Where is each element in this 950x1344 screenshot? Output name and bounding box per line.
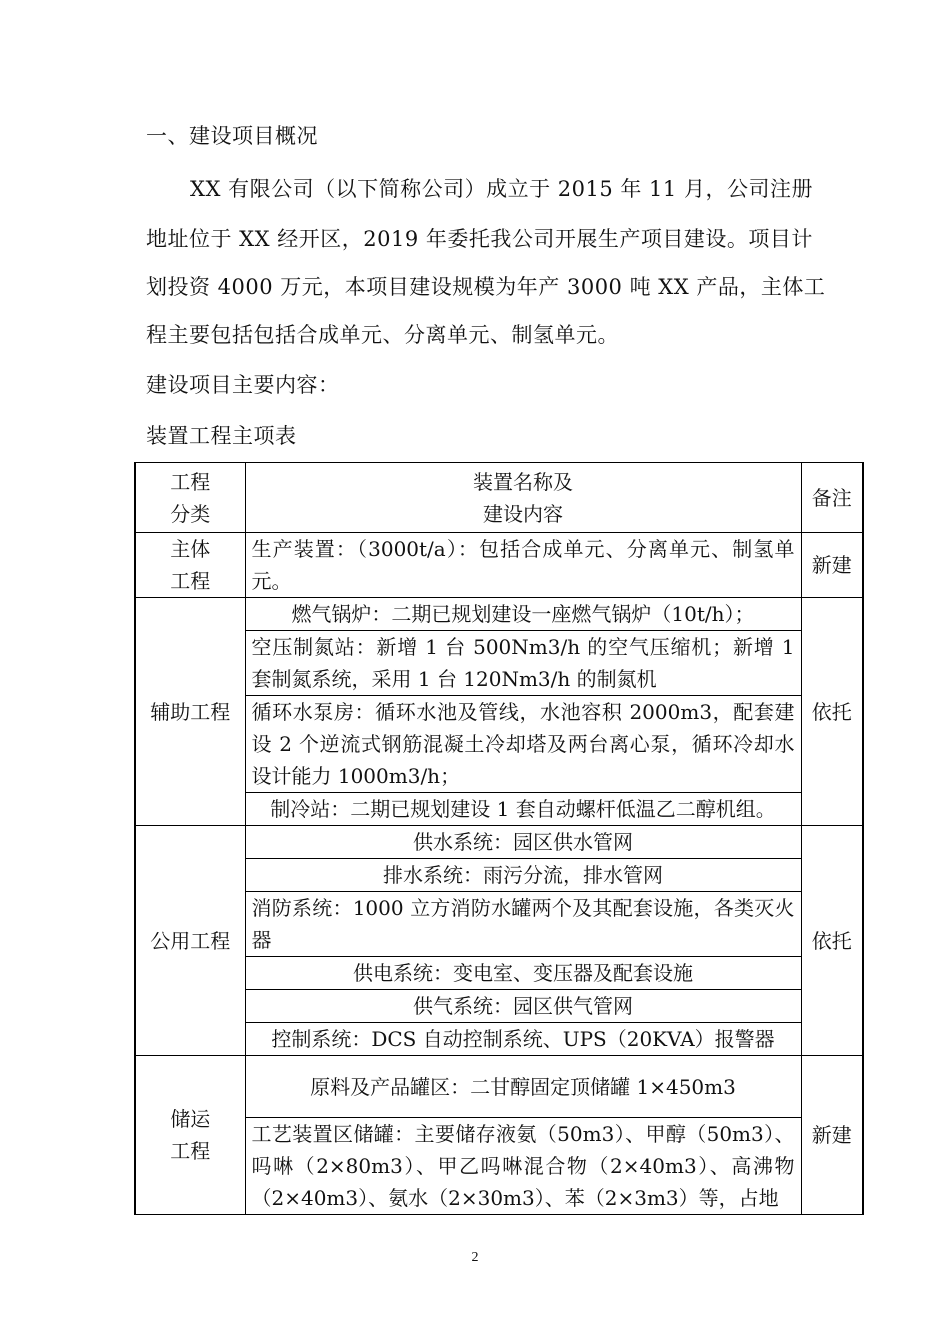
table-row xyxy=(135,990,863,1023)
table-row xyxy=(135,859,863,892)
storage-item: 原料及产品罐区：二甘醇固定顶储罐 1×450m3 xyxy=(245,1056,801,1118)
intro-line: 程主要包括包括合成单元、分离单元、制氢单元。 xyxy=(146,323,619,347)
auxiliary-item: 空压制氮站：新增 1 台 500Nm3/h 的空气压缩机；新增 1 套制氮系统，采用 1 台 120Nm3/h 的制氮机 xyxy=(245,631,801,696)
intro-line: 划投资 4000 万元，本项目建设规模为年产 3000 吨 XX 产品，主体工 xyxy=(146,275,826,299)
utility-item: 供气系统：园区供气管网 xyxy=(245,990,801,1023)
table-row xyxy=(135,892,863,957)
auxiliary-item: 燃气锅炉：二期已规划建设一座燃气锅炉（10t/h）； xyxy=(245,598,801,631)
intro-line: XX 有限公司（以下简称公司）成立于 2015 年 11 月，公司注册 xyxy=(190,177,813,201)
header-content: 装置名称及 建设内容 xyxy=(245,463,801,533)
section-heading: 一、建设项目概况 xyxy=(146,124,318,148)
table-row xyxy=(135,1023,863,1056)
table-caption: 装置工程主项表 xyxy=(146,424,297,448)
equipment-table xyxy=(134,462,864,1215)
table-row xyxy=(135,533,863,598)
main-note: 新建 xyxy=(801,533,863,598)
page-number: 2 xyxy=(471,1250,479,1265)
utility-item: 供电系统：变电室、变压器及配套设施 xyxy=(245,957,801,990)
header-note: 备注 xyxy=(801,463,863,533)
utility-item: 排水系统：雨污分流，排水管网 xyxy=(245,859,801,892)
main-content: 生产装置：（3000t/a）：包括合成单元、分离单元、制氢单元。 xyxy=(245,533,801,598)
utility-item: 消防系统：1000 立方消防水罐两个及其配套设施，各类灭火器 xyxy=(245,892,801,957)
table-row xyxy=(135,1118,863,1215)
table-row xyxy=(135,957,863,990)
storage-category: 储运 工程 xyxy=(135,1056,245,1215)
storage-note: 新建 xyxy=(801,1056,863,1215)
content-label: 建设项目主要内容： xyxy=(146,373,340,397)
utility-item: 控制系统：DCS 自动控制系统、UPS（20KVA）报警器 xyxy=(245,1023,801,1056)
header-category: 工程 分类 xyxy=(135,463,245,533)
auxiliary-note: 依托 xyxy=(801,598,863,826)
utility-item: 供水系统：园区供水管网 xyxy=(245,826,801,859)
table-row xyxy=(135,631,863,696)
table-row xyxy=(135,793,863,826)
table-row xyxy=(135,1056,863,1118)
table-row xyxy=(135,826,863,859)
intro-line: 地址位于 XX 经开区，2019 年委托我公司开展生产项目建设。项目计 xyxy=(146,227,813,251)
utility-category: 公用工程 xyxy=(135,826,245,1056)
auxiliary-item: 循环水泵房：循环水池及管线，水池容积 2000m3，配套建设 2 个逆流式钢筋混凝土冷却塔及两台离心泵，循环冷却水设计能力 1000m3/h； xyxy=(245,696,801,793)
table-header-row xyxy=(135,463,863,533)
utility-note: 依托 xyxy=(801,826,863,1056)
table-row xyxy=(135,598,863,631)
auxiliary-item: 制冷站：二期已规划建设 1 套自动螺杆低温乙二醇机组。 xyxy=(245,793,801,826)
table-row xyxy=(135,696,863,793)
auxiliary-category: 辅助工程 xyxy=(135,598,245,826)
main-category: 主体 工程 xyxy=(135,533,245,598)
storage-item: 工艺装置区储罐：主要储存液氨（50m3）、甲醇（50m3）、吗啉（2×80m3）、甲乙吗啉混合物（2×40m3）、高沸物（2×40m3）、氨水（2×30m3）、苯（2×3m3）等，占地 xyxy=(245,1118,801,1215)
